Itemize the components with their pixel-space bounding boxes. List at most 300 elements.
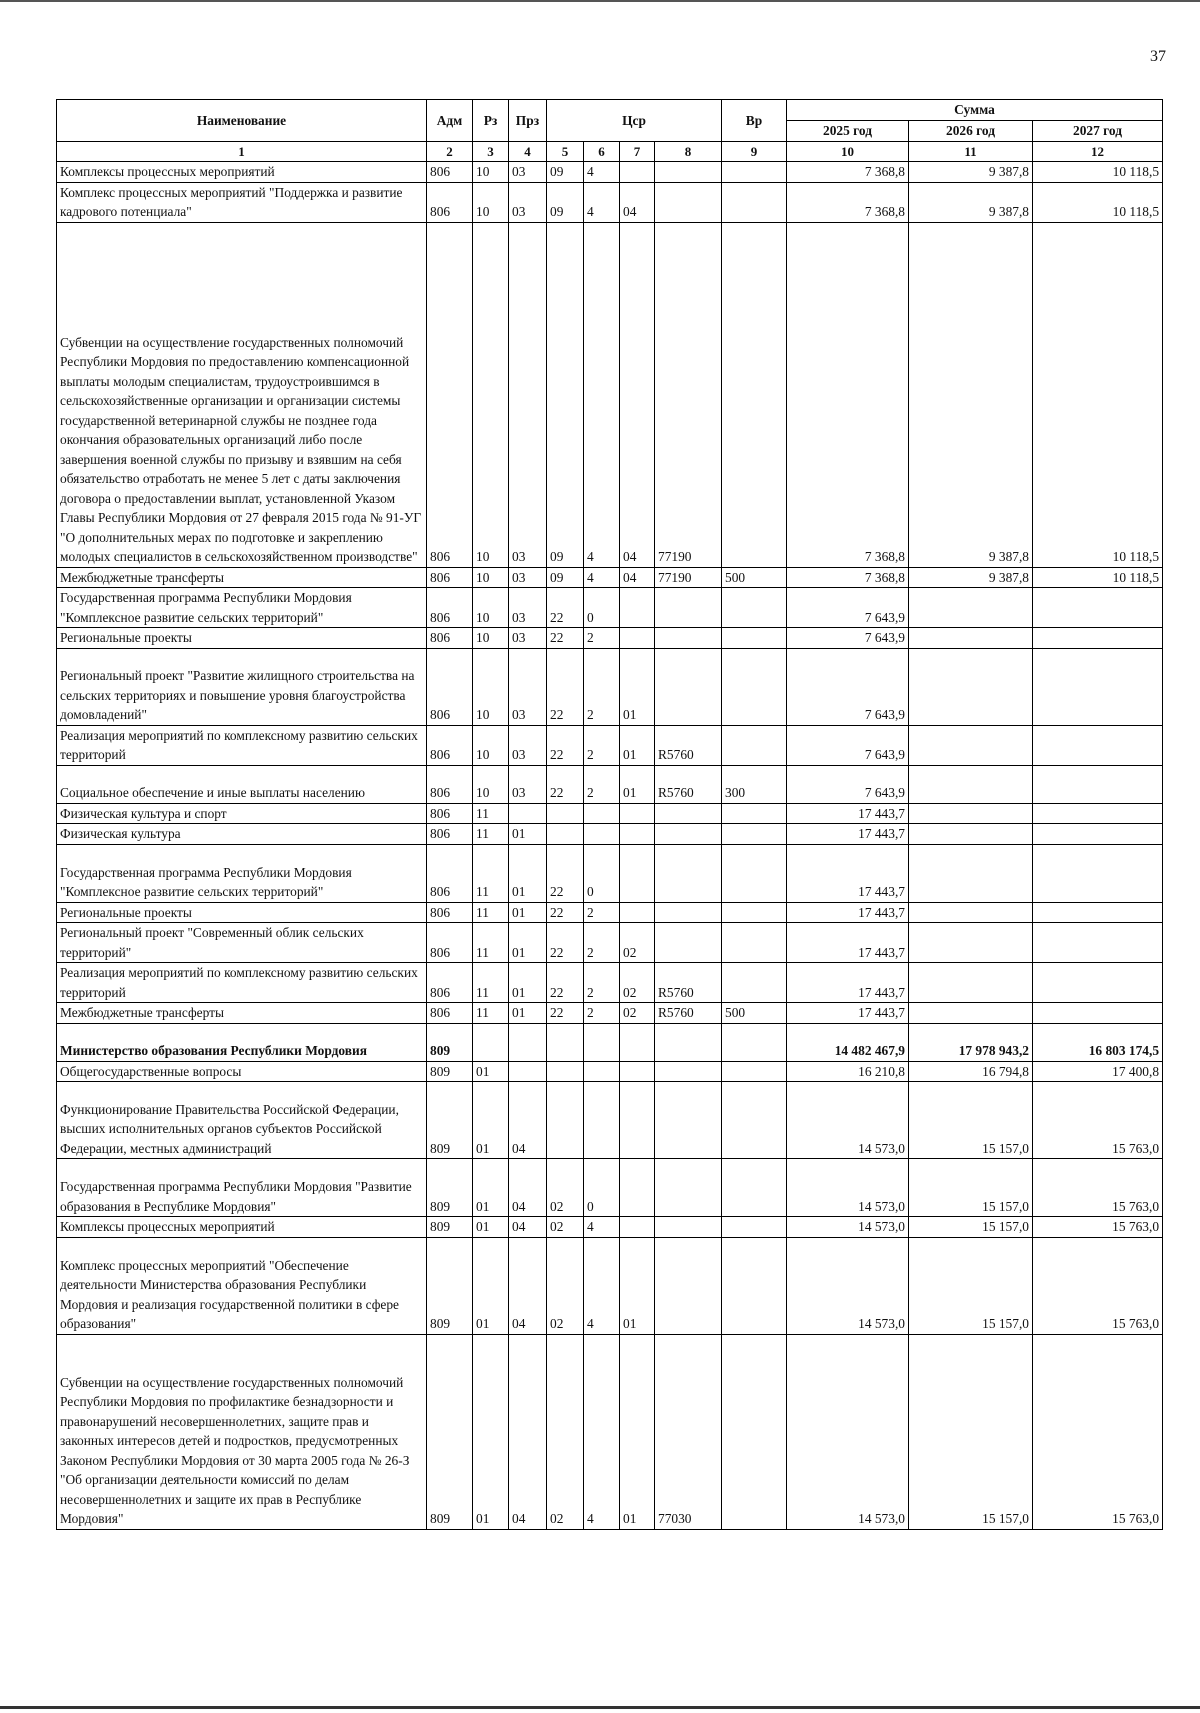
row-vr	[722, 1082, 787, 1159]
row-sum-2026: 9 387,8	[909, 222, 1033, 567]
row-sum-2027: 10 118,5	[1033, 182, 1163, 222]
row-prz: 04	[509, 1217, 547, 1238]
row-name: Общегосударственные вопросы	[57, 1061, 427, 1082]
col-number: 3	[473, 141, 509, 162]
row-sum-2025: 7 643,9	[787, 628, 909, 649]
row-sum-2027	[1033, 628, 1163, 649]
row-sum-2027	[1033, 902, 1163, 923]
row-prz: 01	[509, 902, 547, 923]
table-row	[57, 1082, 1163, 1159]
row-sum-2027: 15 763,0	[1033, 1237, 1163, 1334]
row-csr-subprogram: 01	[620, 1237, 655, 1334]
table-row	[57, 182, 1163, 222]
row-csr-subprogram	[620, 588, 655, 628]
row-name: Физическая культура	[57, 824, 427, 845]
row-csr-direction	[655, 182, 722, 222]
row-sum-2025: 7 368,8	[787, 567, 909, 588]
row-sum-2026	[909, 844, 1033, 902]
table-row	[57, 803, 1163, 824]
row-csr-type: 2	[584, 963, 620, 1003]
col-number: 1	[57, 141, 427, 162]
row-sum-2026: 9 387,8	[909, 567, 1033, 588]
row-csr-direction	[655, 844, 722, 902]
row-csr-program: 22	[547, 844, 584, 902]
row-sum-2026	[909, 923, 1033, 963]
table-row	[57, 162, 1163, 183]
row-sum-2027: 17 400,8	[1033, 1061, 1163, 1082]
row-csr-direction	[655, 902, 722, 923]
row-sum-2025: 14 482 467,9	[787, 1023, 909, 1061]
row-sum-2025: 17 443,7	[787, 923, 909, 963]
header-vr: Вр	[722, 100, 787, 142]
row-vr	[722, 1217, 787, 1238]
row-sum-2026	[909, 902, 1033, 923]
row-rz: 01	[473, 1217, 509, 1238]
row-csr-subprogram	[620, 628, 655, 649]
row-sum-2027: 16 803 174,5	[1033, 1023, 1163, 1061]
row-csr-type: 2	[584, 628, 620, 649]
row-adm: 806	[427, 567, 473, 588]
row-prz: 03	[509, 567, 547, 588]
row-name: Комплекс процессных мероприятий "Поддержка и развитие кадрового потенциала"	[57, 182, 427, 222]
row-csr-direction: R5760	[655, 963, 722, 1003]
table-row	[57, 1003, 1163, 1024]
page-number: 37	[1150, 48, 1166, 65]
row-sum-2027	[1033, 648, 1163, 725]
row-vr	[722, 222, 787, 567]
row-vr	[722, 588, 787, 628]
col-number: 10	[787, 141, 909, 162]
row-csr-direction	[655, 648, 722, 725]
row-prz: 01	[509, 923, 547, 963]
row-prz: 01	[509, 824, 547, 845]
row-vr	[722, 1061, 787, 1082]
row-name: Региональные проекты	[57, 902, 427, 923]
row-prz: 01	[509, 1003, 547, 1024]
row-vr	[722, 1023, 787, 1061]
row-vr	[722, 824, 787, 845]
row-csr-subprogram	[620, 902, 655, 923]
table-row	[57, 923, 1163, 963]
row-csr-program: 02	[547, 1217, 584, 1238]
row-name: Государственная программа Республики Мордовия "Комплексное развитие сельских территорий"	[57, 588, 427, 628]
row-rz: 10	[473, 222, 509, 567]
table-row	[57, 628, 1163, 649]
row-csr-subprogram	[620, 803, 655, 824]
table-row	[57, 1334, 1163, 1529]
table-row	[57, 963, 1163, 1003]
row-vr	[722, 1334, 787, 1529]
row-csr-subprogram: 01	[620, 648, 655, 725]
row-sum-2026: 15 157,0	[909, 1217, 1033, 1238]
row-rz: 10	[473, 182, 509, 222]
row-adm: 806	[427, 1003, 473, 1024]
row-csr-type: 4	[584, 222, 620, 567]
row-csr-subprogram: 02	[620, 963, 655, 1003]
row-adm: 806	[427, 588, 473, 628]
row-csr-subprogram: 02	[620, 923, 655, 963]
row-sum-2026	[909, 648, 1033, 725]
budget-table	[56, 99, 1163, 1530]
row-rz: 10	[473, 628, 509, 649]
row-csr-subprogram: 02	[620, 1003, 655, 1024]
row-rz: 01	[473, 1061, 509, 1082]
row-csr-direction	[655, 1023, 722, 1061]
header-year-2026: 2026 год	[909, 121, 1033, 142]
row-csr-type: 4	[584, 1237, 620, 1334]
row-vr	[722, 1237, 787, 1334]
row-csr-program: 22	[547, 765, 584, 803]
row-prz: 03	[509, 588, 547, 628]
row-csr-program: 22	[547, 963, 584, 1003]
table-row	[57, 567, 1163, 588]
row-csr-type	[584, 1082, 620, 1159]
row-prz: 03	[509, 725, 547, 765]
row-adm: 809	[427, 1082, 473, 1159]
row-prz	[509, 803, 547, 824]
row-csr-direction: R5760	[655, 725, 722, 765]
row-csr-type: 0	[584, 844, 620, 902]
col-number: 6	[584, 141, 620, 162]
table-row	[57, 1237, 1163, 1334]
row-csr-direction: 77190	[655, 567, 722, 588]
row-vr	[722, 902, 787, 923]
table-row	[57, 1023, 1163, 1061]
header-rz: Рз	[473, 100, 509, 142]
row-sum-2026: 17 978 943,2	[909, 1023, 1033, 1061]
col-number: 7	[620, 141, 655, 162]
row-csr-direction: 77190	[655, 222, 722, 567]
row-sum-2025: 7 368,8	[787, 162, 909, 183]
row-prz: 03	[509, 182, 547, 222]
row-adm: 806	[427, 902, 473, 923]
row-sum-2026	[909, 803, 1033, 824]
row-csr-direction	[655, 1159, 722, 1217]
row-sum-2026	[909, 963, 1033, 1003]
row-csr-type: 2	[584, 648, 620, 725]
row-adm: 809	[427, 1237, 473, 1334]
row-rz: 01	[473, 1082, 509, 1159]
row-csr-program: 22	[547, 588, 584, 628]
row-prz	[509, 1061, 547, 1082]
header-name: Наименование	[57, 100, 427, 142]
row-name: Функционирование Правительства Российской Федерации, высших исполнительных органов субъектов Российской Федерации, местных администраций	[57, 1082, 427, 1159]
row-sum-2026	[909, 628, 1033, 649]
row-csr-direction	[655, 1082, 722, 1159]
row-sum-2027	[1033, 803, 1163, 824]
row-csr-subprogram: 04	[620, 182, 655, 222]
row-sum-2026: 9 387,8	[909, 162, 1033, 183]
row-sum-2025: 16 210,8	[787, 1061, 909, 1082]
row-adm: 806	[427, 628, 473, 649]
row-prz	[509, 1023, 547, 1061]
row-sum-2025: 7 643,9	[787, 588, 909, 628]
row-rz: 10	[473, 725, 509, 765]
row-sum-2025: 7 643,9	[787, 725, 909, 765]
header-prz: Прз	[509, 100, 547, 142]
col-number: 12	[1033, 141, 1163, 162]
row-csr-type: 4	[584, 1217, 620, 1238]
row-adm: 806	[427, 824, 473, 845]
row-csr-subprogram: 01	[620, 765, 655, 803]
col-number: 9	[722, 141, 787, 162]
row-csr-program: 02	[547, 1237, 584, 1334]
col-number: 5	[547, 141, 584, 162]
row-adm: 806	[427, 765, 473, 803]
row-csr-subprogram	[620, 1217, 655, 1238]
row-rz: 10	[473, 588, 509, 628]
row-prz: 03	[509, 648, 547, 725]
row-csr-subprogram	[620, 1159, 655, 1217]
row-adm: 809	[427, 1217, 473, 1238]
row-csr-type: 0	[584, 588, 620, 628]
row-sum-2025: 7 368,8	[787, 222, 909, 567]
row-rz: 01	[473, 1159, 509, 1217]
row-rz: 10	[473, 162, 509, 183]
row-rz: 11	[473, 963, 509, 1003]
header-adm: Адм	[427, 100, 473, 142]
row-csr-subprogram: 04	[620, 567, 655, 588]
row-csr-direction: R5760	[655, 765, 722, 803]
row-adm: 809	[427, 1334, 473, 1529]
row-adm: 806	[427, 182, 473, 222]
row-sum-2025: 17 443,7	[787, 1003, 909, 1024]
row-adm: 806	[427, 222, 473, 567]
row-name: Физическая культура и спорт	[57, 803, 427, 824]
row-vr	[722, 648, 787, 725]
row-rz: 10	[473, 765, 509, 803]
row-csr-type: 0	[584, 1159, 620, 1217]
row-vr	[722, 923, 787, 963]
row-sum-2026	[909, 1003, 1033, 1024]
row-csr-program: 22	[547, 648, 584, 725]
row-sum-2027: 10 118,5	[1033, 162, 1163, 183]
table-row	[57, 648, 1163, 725]
row-prz: 01	[509, 844, 547, 902]
row-vr	[722, 182, 787, 222]
row-csr-program	[547, 803, 584, 824]
row-sum-2027	[1033, 824, 1163, 845]
row-csr-type	[584, 1023, 620, 1061]
row-sum-2026: 15 157,0	[909, 1237, 1033, 1334]
row-csr-program: 02	[547, 1159, 584, 1217]
row-vr	[722, 963, 787, 1003]
row-adm: 806	[427, 803, 473, 824]
row-sum-2025: 7 643,9	[787, 765, 909, 803]
row-sum-2025: 17 443,7	[787, 803, 909, 824]
row-name: Министерство образования Республики Мордовия	[57, 1023, 427, 1061]
row-csr-program: 22	[547, 725, 584, 765]
row-sum-2027	[1033, 963, 1163, 1003]
row-csr-subprogram	[620, 1023, 655, 1061]
row-rz: 01	[473, 1237, 509, 1334]
row-name: Государственная программа Республики Мордовия "Комплексное развитие сельских территорий"	[57, 844, 427, 902]
row-sum-2027: 15 763,0	[1033, 1334, 1163, 1529]
row-sum-2025: 17 443,7	[787, 963, 909, 1003]
row-csr-direction	[655, 923, 722, 963]
table-row	[57, 902, 1163, 923]
col-number: 2	[427, 141, 473, 162]
row-sum-2026: 15 157,0	[909, 1082, 1033, 1159]
row-adm: 809	[427, 1061, 473, 1082]
row-sum-2025: 17 443,7	[787, 844, 909, 902]
table-row	[57, 588, 1163, 628]
row-csr-program: 22	[547, 923, 584, 963]
row-name: Реализация мероприятий по комплексному развитию сельских территорий	[57, 963, 427, 1003]
row-prz: 04	[509, 1082, 547, 1159]
row-sum-2025: 17 443,7	[787, 824, 909, 845]
row-sum-2027	[1033, 765, 1163, 803]
row-name: Социальное обеспечение и иные выплаты населению	[57, 765, 427, 803]
row-csr-type: 4	[584, 567, 620, 588]
row-csr-program: 22	[547, 628, 584, 649]
row-vr: 500	[722, 567, 787, 588]
row-csr-type	[584, 1061, 620, 1082]
table-row	[57, 824, 1163, 845]
row-prz: 04	[509, 1159, 547, 1217]
table-row	[57, 1159, 1163, 1217]
row-sum-2025: 14 573,0	[787, 1334, 909, 1529]
table-row	[57, 844, 1163, 902]
col-number: 8	[655, 141, 722, 162]
row-rz: 11	[473, 1003, 509, 1024]
row-csr-direction	[655, 1217, 722, 1238]
row-csr-program	[547, 1061, 584, 1082]
row-sum-2026: 15 157,0	[909, 1334, 1033, 1529]
row-sum-2025: 17 443,7	[787, 902, 909, 923]
row-name: Государственная программа Республики Мордовия "Развитие образования в Республике Мордовия"	[57, 1159, 427, 1217]
row-sum-2026	[909, 765, 1033, 803]
row-name: Региональный проект "Современный облик сельских территорий"	[57, 923, 427, 963]
row-csr-type	[584, 803, 620, 824]
row-csr-program: 22	[547, 902, 584, 923]
row-csr-direction: 77030	[655, 1334, 722, 1529]
row-rz: 11	[473, 803, 509, 824]
row-prz: 03	[509, 222, 547, 567]
row-name: Комплекс процессных мероприятий "Обеспечение деятельности Министерства образования Республики Мордовия и реализация государственной политики в сфере образования"	[57, 1237, 427, 1334]
row-csr-subprogram: 01	[620, 725, 655, 765]
col-number: 4	[509, 141, 547, 162]
row-adm: 809	[427, 1023, 473, 1061]
table-row	[57, 1217, 1163, 1238]
row-csr-type: 4	[584, 162, 620, 183]
row-sum-2025: 14 573,0	[787, 1082, 909, 1159]
row-csr-type: 2	[584, 902, 620, 923]
row-prz: 03	[509, 162, 547, 183]
row-prz: 03	[509, 628, 547, 649]
row-rz: 11	[473, 824, 509, 845]
row-csr-program: 22	[547, 1003, 584, 1024]
row-csr-type: 2	[584, 1003, 620, 1024]
row-csr-subprogram: 04	[620, 222, 655, 567]
row-vr	[722, 628, 787, 649]
row-vr	[722, 844, 787, 902]
row-sum-2027: 15 763,0	[1033, 1082, 1163, 1159]
row-sum-2027	[1033, 923, 1163, 963]
row-csr-program: 09	[547, 567, 584, 588]
row-vr	[722, 725, 787, 765]
row-sum-2025: 7 368,8	[787, 182, 909, 222]
row-csr-program: 09	[547, 162, 584, 183]
table-row	[57, 1061, 1163, 1082]
row-adm: 806	[427, 844, 473, 902]
table-body	[57, 162, 1163, 1530]
row-sum-2027	[1033, 1003, 1163, 1024]
row-sum-2026	[909, 824, 1033, 845]
row-name: Комплексы процессных мероприятий	[57, 1217, 427, 1238]
row-adm: 806	[427, 725, 473, 765]
row-adm: 806	[427, 923, 473, 963]
row-csr-type: 2	[584, 765, 620, 803]
row-rz: 01	[473, 1334, 509, 1529]
row-sum-2026	[909, 725, 1033, 765]
row-rz: 11	[473, 902, 509, 923]
row-sum-2027: 15 763,0	[1033, 1217, 1163, 1238]
row-csr-direction	[655, 1061, 722, 1082]
header-year-2025: 2025 год	[787, 121, 909, 142]
row-csr-subprogram	[620, 162, 655, 183]
row-sum-2026: 15 157,0	[909, 1159, 1033, 1217]
row-name: Субвенции на осуществление государственных полномочий Республики Мордовия по профилактике безнадзорности и правонарушений несовершеннолетних, защите прав и законных интересов детей и подростков, предусмотренных Законом Республики Мордовия от 30 марта 2005 года № 26-З "Об организации деятельности комиссий по делам несовершеннолетних и защите их прав в Республике Мордовия"	[57, 1334, 427, 1529]
row-csr-subprogram	[620, 824, 655, 845]
row-sum-2027: 10 118,5	[1033, 567, 1163, 588]
row-csr-subprogram	[620, 1082, 655, 1159]
row-csr-subprogram	[620, 1061, 655, 1082]
row-sum-2026: 16 794,8	[909, 1061, 1033, 1082]
col-number: 11	[909, 141, 1033, 162]
row-csr-direction	[655, 824, 722, 845]
row-csr-program: 09	[547, 182, 584, 222]
row-csr-direction	[655, 162, 722, 183]
row-vr	[722, 1159, 787, 1217]
row-rz: 10	[473, 567, 509, 588]
row-prz: 04	[509, 1334, 547, 1529]
row-name: Межбюджетные трансферты	[57, 1003, 427, 1024]
row-csr-direction	[655, 588, 722, 628]
bottom-scan-edge	[0, 1706, 1200, 1709]
row-adm: 809	[427, 1159, 473, 1217]
row-csr-type: 4	[584, 182, 620, 222]
row-vr: 500	[722, 1003, 787, 1024]
row-name: Региональный проект "Развитие жилищного строительства на сельских территориях и повышение уровня благоустройства домовладений"	[57, 648, 427, 725]
table-row	[57, 765, 1163, 803]
row-csr-program	[547, 1023, 584, 1061]
row-csr-direction	[655, 1237, 722, 1334]
row-adm: 806	[427, 162, 473, 183]
row-sum-2025: 14 573,0	[787, 1237, 909, 1334]
row-name: Комплексы процессных мероприятий	[57, 162, 427, 183]
row-sum-2027: 10 118,5	[1033, 222, 1163, 567]
row-sum-2027	[1033, 844, 1163, 902]
row-csr-type: 2	[584, 725, 620, 765]
row-vr	[722, 162, 787, 183]
row-sum-2027: 15 763,0	[1033, 1159, 1163, 1217]
row-name: Региональные проекты	[57, 628, 427, 649]
row-prz: 03	[509, 765, 547, 803]
row-adm: 806	[427, 648, 473, 725]
row-sum-2027	[1033, 588, 1163, 628]
row-csr-type	[584, 824, 620, 845]
row-csr-program: 09	[547, 222, 584, 567]
row-rz: 11	[473, 844, 509, 902]
row-vr	[722, 803, 787, 824]
row-sum-2025: 14 573,0	[787, 1217, 909, 1238]
row-name: Реализация мероприятий по комплексному развитию сельских территорий	[57, 725, 427, 765]
row-sum-2026	[909, 588, 1033, 628]
header-year-2027: 2027 год	[1033, 121, 1163, 142]
row-vr: 300	[722, 765, 787, 803]
row-csr-subprogram	[620, 844, 655, 902]
